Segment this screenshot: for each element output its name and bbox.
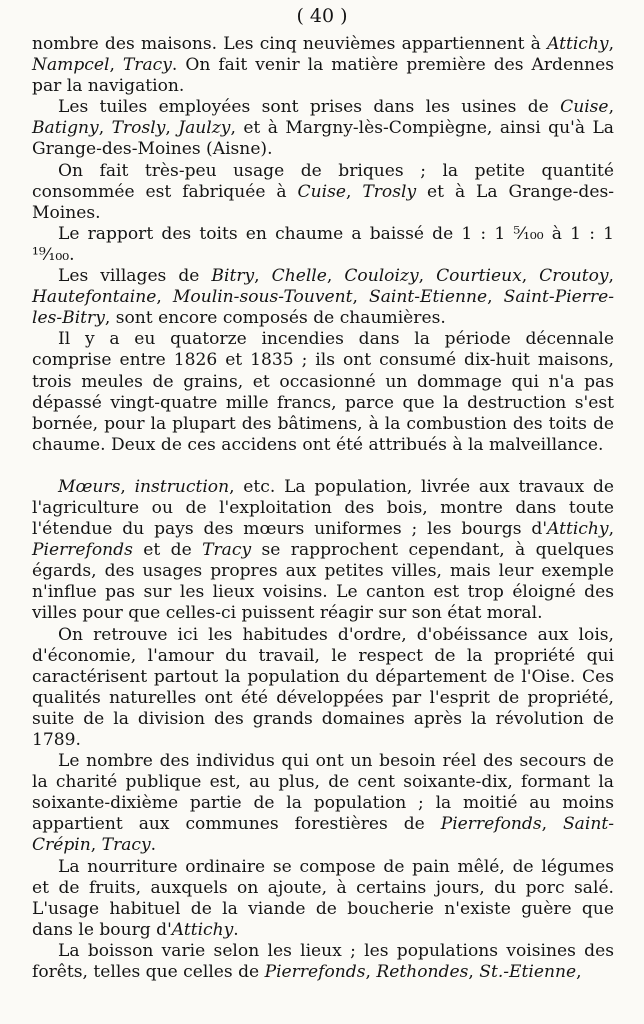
text-run: nombre des maisons. Les cinq neuvièmes appartiennent à [32,34,548,54]
text-run: , [109,55,123,76]
text-run: et de [132,540,203,561]
text-run: , [521,266,540,287]
italic-text-run: Attichy [171,919,234,940]
text-run: , [608,519,614,540]
italic-text-run: Pierrefonds [440,814,542,835]
text-run: , [165,118,179,139]
italic-text-run: Mœurs [58,476,121,497]
text-run: La boisson varie selon les lieux ; les populations voisines des forêts, telles que celles de [32,940,614,983]
text-run: , [608,97,614,118]
paragraph [32,477,614,625]
text-run: . [233,919,239,940]
italic-text-run: Trosly [111,118,166,139]
italic-text-run: Bitry [211,266,255,287]
text-run: , [326,266,345,287]
body-text [32,34,614,983]
paragraph [32,329,614,456]
italic-text-run: Hautefontaine [32,287,157,308]
text-run: et à La Grange-des-Moines. [32,181,614,223]
text-run: , [608,266,614,287]
italic-text-run: Rethondes [376,962,469,983]
text-run: , et à Margny-lès-Compiègne, ainsi qu'à La Grange-des-Moines (Aisne). [32,118,614,160]
italic-text-run: Pierrefonds [32,540,133,561]
text-run: , [156,287,173,308]
text-run: , [468,962,480,983]
text-run: , etc. La population, livrée aux travaux de l'agriculture ou de l'exploitation des bois, montre dans toute l'étendue du pays des mœurs uniformes ; les bourgs d' [32,476,614,540]
paragraph [32,941,614,983]
italic-text-run: Batigny [32,118,99,139]
paragraph [32,34,614,97]
italic-text-run: Nampcel [32,55,110,76]
italic-text-run: Chelle [271,266,327,287]
text-run: , [90,835,102,856]
text-run: , [352,287,370,308]
text-run: Il y a eu quatorze incendies dans la période décennale comprise entre 1826 et 1835 ; ils ont consumé dix-huit maisons, trois meules de grains, et occasionné un dommage qui n'a pas dépassé vingt-quatre mille francs, parce que la destruction s'est bornée, pour la plupart des bâtimens, à la combustion des toits de chaume. Deux de ces accidens ont été attribués à la malveillance. [32,329,614,455]
text-run: . [150,835,157,856]
text-run: . On fait venir la matière première des Ardennes par la navigation. [32,55,614,97]
italic-text-run: St.-Etienne [479,962,577,983]
text-run: , [608,34,614,54]
italic-text-run: Tracy [202,540,252,561]
italic-text-run: Jaulzy [178,118,231,139]
italic-text-run: Tracy [101,835,151,856]
italic-text-run: Couloizy [344,266,419,287]
italic-text-run: Attichy [547,519,609,540]
text-run: Les tuiles employées sont prises dans les usines de [58,97,561,118]
italic-text-run: Pierrefonds [264,962,366,983]
italic-text-run: Cuise [297,181,346,202]
italic-text-run: Courtieux [436,266,522,287]
text-run: Le rapport des toits en chaume a baissé de 1 : 1 ⁵⁄₁₀₀ à 1 : 1 ¹⁹⁄₁₀₀. [32,223,614,265]
text-run: , [120,476,135,497]
italic-text-run: instruction [134,476,230,497]
paragraph [32,224,614,266]
text-run: On retrouve ici les habitudes d'ordre, d'obéissance aux lois, d'économie, l'amour du travail, le respect de la propriété qui caractérisent partout la population du département de l'Oise. Ces qualités naturelles ont été développées par l'esprit de propriété, suite de la division des grands domaines après la révolution de 1789. [32,624,614,750]
italic-text-run: Saint-Pierre-les-Bitry [32,287,615,329]
text-run: Le nombre des individus qui ont un besoin réel des secours de la charité publique est, au plus, de cent soixante-dix, formant la soixante-dixième partie de la population ; la moitié au moins appartient aux communes forestières de [32,751,614,835]
text-run: , sont encore composés de chaumières. [104,308,446,329]
text-run: On fait très-peu usage de briques ; la petite quantité consommée est fabriquée à [32,160,614,202]
paragraph [32,751,614,856]
paragraph [32,97,614,160]
italic-text-run: Moulin-sous-Touvent [172,287,353,308]
text-run: , [365,962,377,983]
text-run: La nourriture ordinaire se compose de pain mêlé, de légumes et de fruits, auxquels on ajoute, à certains jours, du porc salé. L'usage habituel de la viande de boucherie n'existe guère que dans le bourg d' [32,856,614,940]
text-run: se rapprochent cependant, à quelques égards, des usages propres aux petites villes, mais leur exemple n'influe pas sur les lieux voisins. Le canton est trop éloigné des villes pour que celles-ci puissent réagir sur son état moral. [32,540,614,624]
paragraph [32,625,614,752]
paragraph [32,161,614,224]
italic-text-run: Attichy [547,34,609,54]
text-run: , [541,814,563,835]
text-run: , [576,962,582,983]
text-run: , [418,266,437,287]
italic-text-run: Saint-Etienne [369,287,488,308]
text-run: , [345,181,363,202]
text-run: , [98,118,112,139]
paragraph [32,857,614,941]
paragraph [32,266,614,329]
text-run: , [254,266,272,287]
italic-text-run: Trosly [362,181,417,202]
italic-text-run: Croutoy [539,266,609,287]
italic-text-run: Saint-Crépin [32,814,614,856]
text-run: , [487,287,504,308]
page-number: ( 40 ) [296,5,348,27]
italic-text-run: Tracy [122,55,172,76]
text-run: Les villages de [58,266,212,287]
italic-text-run: Cuise [560,97,609,118]
